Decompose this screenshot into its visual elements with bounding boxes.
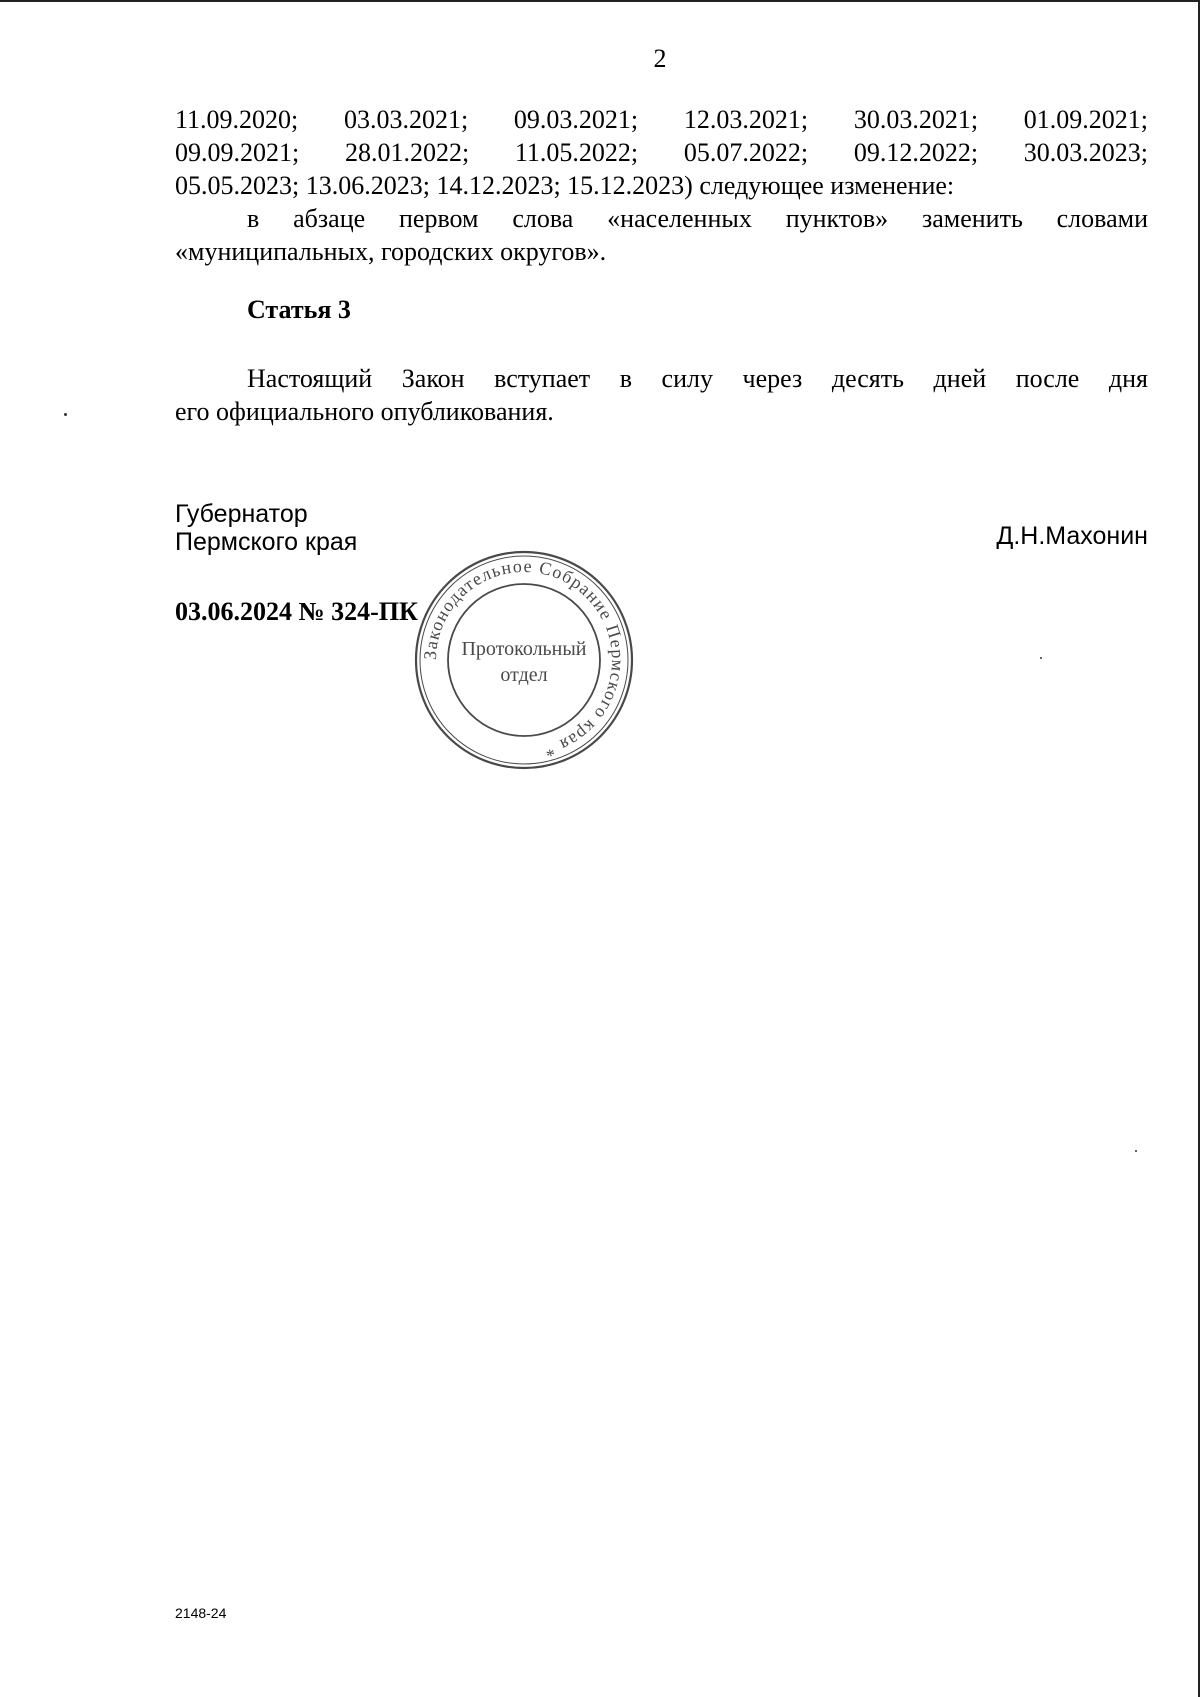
law-date-number: 03.06.2024 № 324-ПК: [175, 597, 418, 626]
stamp-center-line-1: Протокольный: [461, 638, 587, 660]
amendment-instruction-line-1: в абзаце первом слова «населенных пунктов» заменить словами: [247, 204, 1148, 233]
amendment-date-line-1: 11.09.2020; 03.03.2021; 09.03.2021; 12.03.2021; 30.03.2021; 01.09.2021;: [175, 105, 1148, 134]
stamp-ring-text: Законодательное Собрание Пермского края *: [419, 555, 629, 762]
signature-name: Д.Н.Махонин: [996, 522, 1148, 550]
amendment-instruction-line-2: «муниципальных, городских округов».: [175, 237, 607, 266]
signature-title: [175, 500, 357, 556]
signature-title-line-2: Пермского края: [175, 528, 358, 556]
amendment-date-line-3: 05.05.2023; 13.06.2023; 14.12.2023; 15.12.2023) следующее изменение:: [175, 171, 955, 200]
signature-title-line-1: Губернатор: [175, 500, 308, 528]
document-code: 2148-24: [175, 1605, 227, 1621]
scan-speck: [64, 413, 67, 416]
official-stamp: [412, 548, 636, 772]
stamp-seal-icon: [412, 548, 636, 772]
article-3-paragraph: [175, 362, 1148, 428]
article-3-line-1: Настоящий Закон вступает в силу через десять дней после дня: [247, 364, 1148, 393]
amendment-date-line-2: 09.09.2021; 28.01.2022; 11.05.2022; 05.07.2022; 09.12.2022; 30.03.2023;: [175, 138, 1148, 167]
article-3-title: Статья 3: [247, 295, 351, 324]
article-3-line-2: его официального опубликования.: [175, 397, 554, 426]
scan-speck: [1040, 657, 1042, 659]
stamp-center-line-2: отдел: [500, 664, 548, 686]
amendment-paragraph: [175, 103, 1148, 268]
page-number: 2: [653, 44, 667, 73]
scan-top-edge: [0, 0, 1200, 2]
scan-speck: [1135, 1150, 1137, 1152]
